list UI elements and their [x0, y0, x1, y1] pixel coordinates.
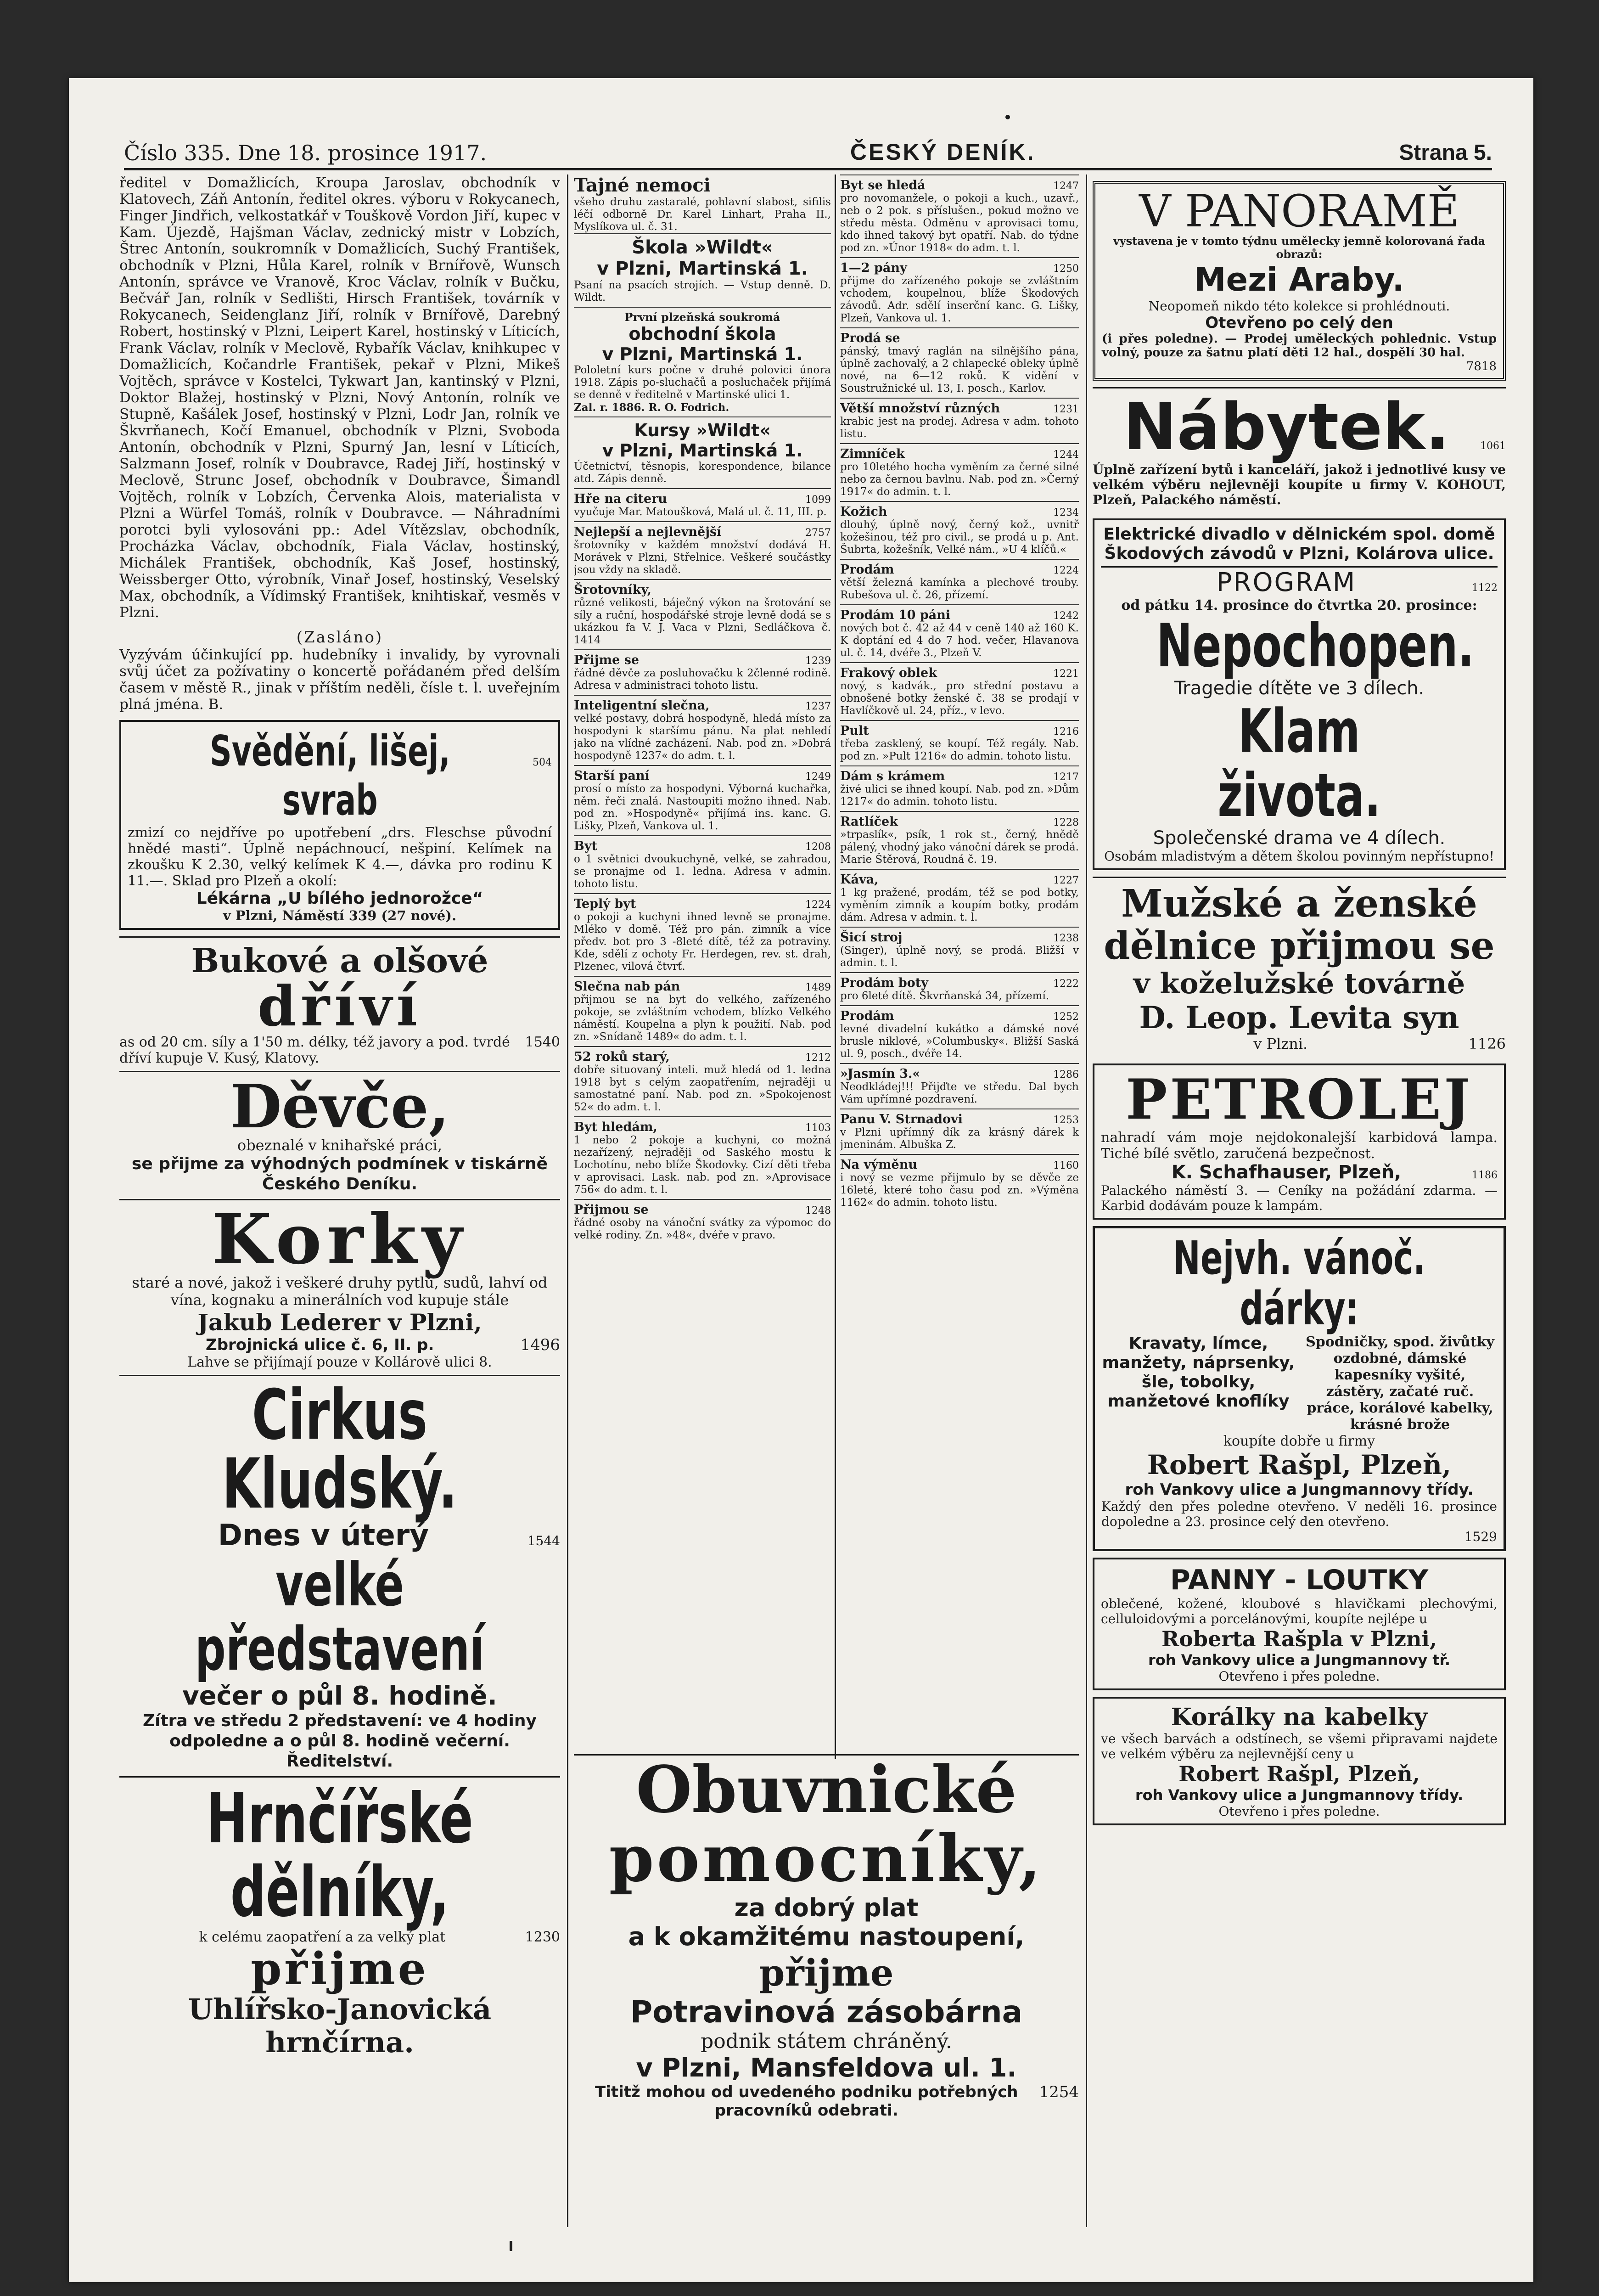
classified-ad-text: o 1 světnici dvoukuchyně, velké, se zahradou, se pronajme od 1. ledna. Adresa v admin. tohoto listu.: [574, 853, 831, 890]
classified-ad-text: šrotovníky v každém množství dodává H. Morávek v Plzni, Střelnice. Veškeré součástky jsou vždy na skladě.: [574, 539, 831, 576]
classified-ad-title: Byt hledám,: [574, 1120, 657, 1134]
classified-ad-title: Kožich: [840, 505, 887, 519]
ad-circus-tomorrow: Zítra ve středu 2 představení: ve 4 hodiny odpoledne a o půl 8. hodině večerní. Ředitelství.: [143, 1711, 537, 1771]
classified-ad-text: třeba zasklený, se koupí. Též regály. Nab. pod zn. »Pult 1216« do admin. tohoto listu.: [840, 738, 1079, 762]
classified-ad-title: 52 roků starý,: [574, 1050, 670, 1064]
ad-ointment: [119, 720, 560, 930]
ad-ointment-address: v Plzni, Náměstí 339 (27 nové).: [223, 908, 457, 923]
classified-ad-title: Dám s krámem: [840, 769, 945, 783]
classified-ad-text: levné divadelní kukátko a dámské nové brusle niklové, »Columbusky«. Bližší Saská ul. 9, posch., dvéře 14.: [840, 1023, 1079, 1060]
classified-ad: [840, 559, 1079, 604]
ad-shoemakers-sub: podnik státem chráněný.: [701, 2030, 952, 2053]
ad-number: 1242: [1053, 610, 1079, 622]
classified-ad-title: Hře na citeru: [574, 492, 668, 506]
ad-number: 1286: [1053, 1069, 1079, 1080]
ad-potters-title: Hrnčířské dělníky,: [206, 1779, 473, 1932]
ad-circus-day: Dnes v úterý: [218, 1519, 429, 1553]
classified-ad-title: Káva,: [840, 872, 879, 887]
classified-ad: [840, 1154, 1079, 1212]
classified-ad: [840, 662, 1079, 720]
classified-ad-text: prosí o místo za hospodyni. Výborná kuchařka, něm. řeči znalá. Nastoupiti možno ihned. Nab. pod zn. »Hospodyně« přijímá ins. kanc. G. Lišky, Plzeň, Vankova ul. 1.: [574, 783, 831, 832]
classified-ad-title: Prodám boty: [840, 976, 928, 990]
ad-corks: [119, 1199, 560, 1375]
classified-ad-title: Panu V. Strnadovi: [840, 1112, 963, 1126]
ad-number: 1061: [1480, 440, 1506, 452]
classified-ad: [840, 1109, 1079, 1154]
ad-number: 1222: [1053, 978, 1079, 990]
ad-tannery-l4: D. Leop. Levita syn: [1139, 1000, 1459, 1035]
classified-ads-col3: [840, 174, 1079, 1212]
classified-ad-title: Prodám 10 páni: [840, 608, 951, 622]
classified-ad-title: Šicí stroj: [840, 930, 903, 945]
ad-petroleum: [1093, 1064, 1506, 1220]
classified-ad: [574, 976, 831, 1046]
classified-ad-title: Na výměnu: [840, 1158, 917, 1172]
classified-ad-text: velké postavy, dobrá hospodyně, hledá místo za hospodyni k staršímu pánu. Na plat nehledí jako na vlídné zacházení. Nab. pod zn. »Dobrá hospodyně 1237« do adm. t. l.: [574, 713, 831, 762]
column-4: [1093, 174, 1506, 2227]
ad-number: 1247: [1053, 180, 1079, 192]
classified-ad-title: Teplý byt: [574, 897, 636, 911]
classified-ad-title: Slečna nab pán: [574, 979, 680, 994]
ad-petroleum-name: K. Schafhauser, Plzeň,: [1171, 1162, 1402, 1183]
ad-number: 1239: [805, 655, 831, 667]
ad-cinema-program: PROGRAM: [1216, 568, 1357, 597]
ad-cinema-title: Elektrické divadlo v dělnickém spol. domě Škodových závodů v Plzni, Kolárova ulice.: [1103, 525, 1495, 563]
ad-number: 1248: [805, 1205, 831, 1216]
ad-gifts-line2: Každý den přes poledne otevřeno. V neděli 16. prosince dopoledne a 23. prosince celý den otevřeno.: [1101, 1499, 1497, 1529]
classified-ad-title: Inteligentní slečna,: [574, 698, 710, 713]
ad-girl-text: obeznalé v knihařské práci,: [237, 1137, 443, 1154]
ad-panorama-text: (i přes poledne). — Prodej uměleckých pohlednic. Vstup volný, pouze za šatnu platí děti 12 hal., dospělí 30 hal.: [1102, 332, 1497, 360]
ad-number: 1122: [1472, 582, 1498, 594]
ad-number: 1160: [1053, 1160, 1079, 1171]
column-3: [840, 174, 1079, 1754]
ad-tannery-l3: v koželužské továrně: [1133, 967, 1465, 1000]
column-rule: [835, 174, 836, 1759]
ad-dolls-title: PANNY - LOUTKY: [1170, 1564, 1429, 1596]
ad-number: 1230: [525, 1929, 560, 1945]
ad-dolls: [1093, 1558, 1506, 1690]
ad-cinema-film2-sub: Společenské drama ve 4 dílech.: [1153, 827, 1446, 849]
school-text: Psaní na psacích strojích. — Vstup denně. D. Wildt.: [574, 279, 831, 304]
ad-number: 1489: [805, 982, 831, 993]
classified-ad-text: 1 nebo 2 pokoje a kuchyni, co možná nezařízený, nejraději od Saského mostu k Lochotínu, nebo blíže Škodovky. Cizí děti třeba v aprovisaci. Lask. nab. pod zn. »Aprovisace 756« do adm. t. l.: [574, 1134, 831, 1196]
classified-ad: [574, 579, 831, 649]
classified-ad-text: vyučuje Mar. Matoušková, Malá ul. č. 11, III. p.: [574, 506, 827, 518]
classified-ad-text: živé ulici se ihned koupí. Nab. pod zn. »Dům 1217« do admin. tohoto listu.: [840, 783, 1079, 808]
page-number: Strana 5.: [1399, 141, 1492, 165]
ad-beads-address: roh Vankovy ulice a Jungmannovy třídy.: [1135, 1786, 1464, 1804]
classified-ad-title: Zimníček: [840, 447, 905, 461]
ad-gifts-address: roh Vankovy ulice a Jungmannovy třídy.: [1125, 1480, 1474, 1499]
courses-address: v Plzni, Martinská 1.: [602, 440, 803, 461]
ad-panorama-hours: Otevřeno po celý den: [1205, 314, 1393, 332]
ad-cinema-film1: Nepochopen.: [1156, 611, 1475, 681]
ad-ointment-text: zmizí co nejdříve po upotřebení „drs. Fleschse původní hnědé masti“. Úplně nepáchnoucí, nešpiní. Kelímek na zkoušku K 2.30, velký kelímek K 4.—, dávka pro rodinu K 11.—. Sklad pro Plzeň a okolí:: [128, 825, 552, 889]
ad-tannery: [1093, 877, 1506, 1057]
ad-shoemakers-hire: přijme: [759, 1951, 894, 1994]
classified-ad-text: nových bot č. 42 až 44 v ceně 140 až 160 K. K doptání ed 4 do 7 hod. večer, Hlavanova ul. č. 14, dvéře 3., Plzeň V.: [840, 622, 1079, 659]
classified-ad: [840, 501, 1079, 559]
ad-shoemakers-address: v Plzni, Mansfeldova ul. 1.: [636, 2053, 1017, 2083]
ad-beads-line2: Otevřeno i přes poledne.: [1218, 1804, 1380, 1819]
ad-number: 1224: [805, 899, 831, 911]
ad-corks-title: Korky: [212, 1199, 468, 1280]
ad-petroleum-title: PETROLEJ: [1126, 1067, 1473, 1132]
zaslano-heading: (Zasláno): [296, 628, 383, 647]
ad-girl-bold: se přijme za výhodných podmínek v tiskárně Českého Deníku.: [131, 1154, 548, 1193]
classified-ad-text: řádné osoby na vánoční svátky za výpomoc do velké rodiny. Zn. »48«, dvéře v pravo.: [574, 1217, 831, 1241]
classified-ad: [574, 1199, 831, 1244]
ad-gifts: [1093, 1226, 1506, 1551]
classified-ad: [840, 398, 1079, 443]
ad-panorama-title: V PANORAMĚ: [1139, 186, 1459, 237]
classified-ad-text: dobře situovaný inteli. muž hledá od 1. ledna 1918 byt s celým zaopatřením, nejraději u samostatné paní. Nab. pod zn. »Spokojenost 52« do adm. t. l.: [574, 1064, 831, 1113]
ad-furniture: [1093, 387, 1506, 512]
ad-ointment-store: Lékárna „U bílého jednorožce“: [196, 889, 483, 908]
ad-corks-text: staré a nové, jakož i veškeré druhy pytlů, sudů, lahví od vína, kognaku a minerálních vod kupuje stále: [132, 1274, 548, 1309]
ad-number: 1540: [525, 1034, 560, 1050]
classified-ad: [840, 972, 1079, 1005]
classified-ad-text: větší železná kamínka a plechové trouby. Rubešova ul. č. 26, přízemí.: [840, 577, 1079, 601]
ad-panorama: [1093, 181, 1506, 381]
classified-ad: [840, 811, 1079, 869]
business-school-sign: Zal. r. 1886. R. O. Fodrich.: [574, 401, 729, 414]
classified-ad-title: Větší množství různých: [840, 401, 1000, 416]
ad-title: Tajné nemoci: [574, 174, 711, 196]
ad-shoemakers-note: Tititž mohou od uvedeného podniku potřebných pracovníků odebrati.: [595, 2083, 1018, 2120]
classified-ad-title: Prodám: [840, 1009, 894, 1023]
ad-circus-time: večer o půl 8. hodině.: [182, 1681, 497, 1711]
classified-ad-text: krabic jest na prodej. Adresa v adm. tohoto listu.: [840, 416, 1079, 440]
ad-firewood-text: as od 20 cm. síly a 1'50 m. délky, též javory a pod. tvrdé dříví kupuje V. Kusý, Klatovy.: [119, 1034, 510, 1066]
courses-title: Kursy »Wildt«: [634, 420, 771, 440]
classified-ad-text: řádné děvče za posluhovačku k 2členné rodině. Adresa v administraci tohoto listu.: [574, 667, 831, 692]
classified-ad: [574, 1046, 831, 1116]
ad-beads-text: ve všech barvách a odstínech, se všemi připravami najdete ve velkém výběru za nejlevnější ceny u: [1101, 1731, 1498, 1761]
ad-furniture-title: Nábytek.: [1123, 390, 1450, 465]
classified-ad: [574, 1116, 831, 1199]
ad-panorama-show: Mezi Araby.: [1194, 261, 1405, 298]
classified-ad-title: Ratlíček: [840, 815, 898, 829]
ad-petroleum-address: Palackého náměstí 3. — Ceníky na požádání zdarma. — Karbid dodávám pouze k lampám.: [1101, 1183, 1498, 1213]
zaslano-text: Vyzývám účinkující pp. hudebníky i invalidy, by vyrovnali svůj účet za požívatiny o koncertě pořádaném před delším časem v městě R., jinak v příštím neděli, čísle t. l. uveřejním plná jména. B.: [119, 647, 560, 713]
classified-ad: [574, 521, 831, 579]
ad-shoemakers-pay: za dobrý plat: [734, 1893, 919, 1922]
classified-ad: [574, 893, 831, 976]
ad-number: 1231: [1053, 404, 1079, 415]
classified-ad-text: nový, s kadvák., pro střední postavu a obnošené botky ženské č. 38 se prodají v Havlíčkově ul. 24, příz., v levo.: [840, 680, 1079, 717]
ad-dolls-text: oblečené, kožené, kloubové s hlavičkami plechovými, celluloidovými a porcelánovými, koupíte nejlépe u: [1101, 1596, 1498, 1626]
ad-cinema-note: Osobám mladistvým a dětem školou povinným nepřístupno!: [1104, 849, 1494, 864]
column-rule: [567, 174, 568, 2227]
ad-potters-firm: Uhlířsko-Janovická hrnčírna.: [188, 1992, 492, 2059]
ad-cinema-film2: Klam života.: [1217, 696, 1381, 830]
ad-beads-name: Robert Rašpl, Plzeň,: [1178, 1761, 1420, 1786]
ad-potters-hire: přijme: [251, 1943, 429, 1995]
classified-ad-text: (Singer), úplně nový, se prodá. Bližší v admin. t. l.: [840, 945, 1079, 969]
ad-potters: [119, 1776, 560, 2064]
ad-firewood-word: dříví: [257, 974, 422, 1039]
classified-ad-title: Přijme se: [574, 653, 640, 667]
ad-dolls-address: roh Vankovy ulice a Jungmannovy tř.: [1148, 1651, 1450, 1669]
ad-girl-title: Děvče,: [230, 1071, 450, 1142]
ad-number: 1103: [805, 1122, 831, 1134]
ad-corks-name: Jakub Lederer v Plzni,: [197, 1309, 482, 1336]
ad-shoemakers-title2: pomocníky,: [609, 1821, 1044, 1896]
ad-number: 1244: [1053, 449, 1079, 461]
classified-ad: [840, 257, 1079, 327]
classified-ad-text: přijme do zařízeného pokoje se zvláštním vchodem, koupelnou, blíže Škodových závodů. Adr. sdělí inserční kanc. G. Lišky, Plzeň, Vankova ul. 1.: [840, 275, 1079, 324]
ad-tannery-l1: Mužské a ženské: [1121, 882, 1477, 926]
ad-shoemakers: [574, 1754, 1079, 2227]
classified-ad-text: 1 kg pražené, prodám, též se pod botky, vyměním zimník a koupím botky, prodám dám. Adresa v admin. t. l.: [840, 887, 1079, 923]
ad-gifts-title: Nejvh. vánoč. dárky:: [1173, 1231, 1426, 1335]
ad-tannery-l2: dělnice přijmou se: [1104, 924, 1495, 968]
classified-ad-text: v Plzni upřímný dík za krásný dárek k jmeninám. Albuška Z.: [840, 1126, 1079, 1151]
ad-number: 1529: [1464, 1529, 1497, 1544]
classified-ad: [574, 835, 831, 893]
classified-ad: [840, 720, 1079, 765]
school-title: Škola »Wildt«: [632, 237, 773, 258]
ad-shoemakers-start: a k okamžitému nastoupení,: [628, 1922, 1025, 1951]
classified-ad: [840, 927, 1079, 972]
ad-number: 1228: [1053, 817, 1079, 828]
ad-panorama-line1: vystavena je v tomto týdnu umělecky jemně kolorovaná řada obrazů:: [1113, 234, 1486, 261]
ad-firewood: [119, 936, 560, 1071]
ad-number: 1252: [1053, 1011, 1079, 1023]
ad-number: 1216: [1053, 726, 1079, 737]
ad-number: 7818: [1466, 360, 1497, 373]
registration-mark: [1005, 115, 1010, 119]
classified-ad: [840, 174, 1079, 257]
business-school-pre: První plzeňská soukromá: [624, 310, 780, 324]
classified-ad-title: 1—2 pány: [840, 261, 907, 275]
ad-number: 1250: [1053, 263, 1079, 275]
classified-ad-title: Pult: [840, 724, 869, 738]
issue-info: Číslo 335. Dne 18. prosince 1917.: [124, 141, 487, 165]
classified-ads-col2: [574, 488, 831, 1244]
ad-corks-note: Lahve se přijímají pouze v Kollárově ulici 8.: [187, 1354, 492, 1370]
ad-beads: [1093, 1697, 1506, 1825]
ad-gifts-right: Spodničky, spod. živůtky ozdobné, dámské kapesníky vyšité, zástěry, začaté ruč. práce, korálové kabelky, krásné brože: [1306, 1334, 1494, 1433]
ad-number: 1224: [1053, 565, 1079, 576]
classified-ad-text: pro novomanžele, o pokoji a kuch., uzavř., neb o 2 pok. s příslušen., pokud možno ve středu města. Odměnu v aprovisaci tomu, kdo ihned takový byt opatří. Nab. do týdne pod zn. »Únor 1918« do adm. t. l.: [840, 192, 1079, 254]
ad-circus-show: velké představení: [195, 1550, 485, 1684]
registration-mark: [510, 2241, 512, 2251]
ad-number: 1186: [1472, 1170, 1498, 1181]
ad-number: 504: [533, 757, 552, 768]
ad-dolls-line2: Otevřeno i přes poledne.: [1218, 1669, 1380, 1684]
classified-ad: [840, 1063, 1079, 1109]
classified-ad: [840, 327, 1079, 398]
business-school-title: obchodní škola: [628, 324, 776, 344]
juror-list: ředitel v Domažlicích, Kroupa Jaroslav, obchodník v Klatovech, Záň Antonín, ředitel okres. výboru v Rokycanech, Finger Jindřich, velkostatkář v Touškově Vordon Jiří, kupec v Kam. Újezdě, Hajšman Václav, zednický mistr v Lobzích, Štrec Antonín, soukromník v Domažlicích, Suchý František, obchodník v Plzni, Hůla Karel, rolník v Brnířově, Wunsch Antonín, správce ve Vranově, Kroc Václav, rolník v Bučku, Bečvář Jan, rolník v Sedlišti, Hirsch František, továrník v Rokycanech, Seidenglanz Jiří, rolník v Brnířově, Darebný Robert, hostinský v Plzni, Leipert Karel, hostinský v Líticích, Frank Václav, rolník v Meclově, Rybařík Václav, knihkupec v Domažlicích, Kočandrle František, pekař v Plzni, Mikeš Vojtěch, správce v Kostelci, Tykwart Jan, kantinský v Plzni, Doktor Blažej, hostinský v Plzni, Nový Antonín, rolník ve Stupně, Kašálek Josef, hostinský v Plzni, Lodr Jan, rolník ve Škvrňanech, Kočí Emanuel, obchodník v Plzni, Svoboda Antonín, obchodník v Plzni, Spurný Jan, lesní v Líticích, Salzmann Josef, rolník v Doubravce, Radej Jiří, hostinský v Meclově, Strunc Josef, obchodník v Doubravce, Šimandl Vojtěch, rolník v Lobzích, Červenka Alois, materialista v Plzni a Würfel Tomáš, rolník v Doubravce. — Náhradními porotci byli vylosováni pp.: Adel Vítězslav, obchodník, Procházka Václav, obchodník, Fiala Václav, hostinský, Michálek František, obchodník, Kaš Josef, hostinský, Weissberger Otto, výrobník, Vinař Josef, hostinský, Veselský Max, obchodník, a Vídimský František, knihtiskař, vesměs v Plzni.: [119, 174, 560, 621]
classified-ad-text: různé velikosti, báječný výkon na šrotování se síly a ruční, hospodářské stroje levně dodá se s ukázkou fa V. J. Vaca v Plzni, Sedláčkova č. 1414: [574, 597, 831, 646]
ad-cinema-date: od pátku 14. prosince do čtvrtka 20. prosince:: [1121, 597, 1477, 613]
ad-number: 1544: [527, 1533, 560, 1548]
classified-ad: [840, 604, 1079, 662]
ad-circus: [119, 1375, 560, 1776]
classified-ad: [574, 765, 831, 835]
classified-ad: [840, 443, 1079, 501]
ad-number: 1212: [805, 1052, 831, 1064]
ad-beads-title: Korálky na kabelky: [1171, 1703, 1428, 1731]
ad-number: 1208: [805, 841, 831, 853]
ad-number: 1249: [805, 771, 831, 782]
ad-tannery-l5: v Plzni.: [1253, 1035, 1308, 1052]
classified-ad-text: pro 6leté dítě. Škvrňanská 34, přízemí.: [840, 990, 1049, 1002]
ad-gifts-line1: koupíte dobře u firmy: [1223, 1433, 1375, 1449]
ad-potters-text: k celému zaopatření a za velký plat: [199, 1929, 446, 1945]
ad-number: 1227: [1053, 875, 1079, 886]
ad-number: 1254: [1039, 2083, 1079, 2101]
ad-gifts-name: Robert Rašpl, Plzeň,: [1147, 1449, 1452, 1480]
business-school-address: v Plzni, Martinská 1.: [602, 344, 803, 364]
ad-shoemakers-firm: Potravinová zásobárna: [630, 1994, 1023, 2030]
ad-number: 1234: [1053, 507, 1079, 518]
ad-text: všeho druhu zastaralé, pohlavní slabost, sifilis léčí odborně Dr. Karel Linhart, Praha II., Myslíkova ul. č. 31.: [574, 196, 831, 233]
classified-ad-title: Přijmou se: [574, 1203, 649, 1217]
ad-gifts-left: Kravaty, límce, manžety, náprsenky, šle, tobolky, manžetové knoflíky: [1102, 1334, 1295, 1411]
ad-circus-title: Cirkus Kludský.: [222, 1375, 458, 1524]
newspaper-page: [69, 78, 1533, 2282]
ad-firewood-title: Bukové a olšové: [191, 941, 488, 980]
ad-number: 1099: [805, 494, 831, 506]
ad-number: 1496: [520, 1336, 560, 1354]
classified-ad-text: »trpaslík«, psík, 1 rok st., černý, hnědě pálený, vhodný jako vánoční dárek se prodá. Marie Štěrová, Roudná č. 19.: [840, 829, 1079, 866]
ad-girl: [119, 1071, 560, 1199]
ad-shoemakers-title: Obuvnické: [636, 1754, 1017, 1828]
business-school-text: Pololetní kurs počne v druhé polovici února 1918. Zápis po-sluchačů a posluchaček přijímá se denně v ředitelně v Martinské ulici 1.: [574, 364, 831, 401]
column-1: [119, 174, 560, 2227]
classified-ad-text: o pokoji a kuchyni ihned levně se pronajme. Mléko v domě. Též pro pán. zimník a více předv. bot pro 3 -8leté dítě, též za potraviny. Kde, sdělí z ochoty Fr. Herdegen, rev. st. drah, Plzenec, vilová čtvrť.: [574, 911, 831, 973]
classified-ad-title: Byt: [574, 839, 597, 853]
ad-number: 1126: [1468, 1035, 1506, 1052]
classified-ad-title: Byt se hledá: [840, 178, 926, 192]
ad-cinema-film1-sub: Tragedie dítěte ve 3 dílech.: [1174, 678, 1425, 699]
classified-ad-text: i nový se vezme přijmulo by se děvče ze 16leté, které toho času pod zn. »Výměna 1162« do admin. tohoto listu.: [840, 1172, 1079, 1209]
classified-ad: [574, 695, 831, 765]
classified-ad: [840, 765, 1079, 811]
ad-panorama-line3: Neopomeň nikdo této kolekce si prohlédnouti.: [1148, 298, 1450, 314]
ad-number: 1238: [1053, 933, 1079, 944]
ad-number: 1253: [1053, 1114, 1079, 1126]
masthead: ČESKÝ DENÍK.: [850, 139, 1036, 165]
ad-number: 2757: [805, 527, 831, 539]
classified-ad-text: pro 10letého hocha vyměním za černé silné nebo za černou bavlnu. Nab. pod zn. »Černý 1917« do admin. t. l.: [840, 461, 1079, 498]
ad-ointment-title: Svědění, lišej, svrab: [210, 726, 450, 825]
ad-dolls-name: Roberta Rašpla v Plzni,: [1161, 1626, 1437, 1651]
ad-furniture-text: Úplně zařízení bytů i kanceláří, jakož i jednotlivé kusy ve velkém výběru nejlevněji koupíte u firmy V. KOHOUT, Plzeň, Palackého náměstí.: [1093, 462, 1506, 507]
classified-ad-text: pánský, tmavý raglán na silnějšího pána, úplně zachovalý, a 2 chlapecké obleky úplně nové, na 6—12 roků. K vidění v Soustružnické ul. 13, I. posch., Karlov.: [840, 345, 1079, 394]
classified-ad-title: Šrotovníky,: [574, 583, 652, 597]
ad-number: 1217: [1053, 771, 1079, 783]
classified-ad-title: Nejlepší a nejlevnější: [574, 525, 722, 539]
classified-ad-text: přijmou se na byt do velkého, zařízeného pokoje, se zvláštním vchodem, blízko Velkého náměstí. Koupelna a plyn k použití. Nab. pod zn. »Snídaně 1489« do adm. t. l.: [574, 994, 831, 1043]
ad-number: 1237: [805, 701, 831, 712]
page-header: [124, 129, 1492, 170]
classified-ad-title: Prodám: [840, 563, 894, 577]
ad-corks-address: Zbrojnická ulice č. 6, II. p.: [206, 1336, 434, 1354]
ad-number: 1221: [1053, 668, 1079, 680]
classified-ad-text: Neodkládej!!! Přijďte ve středu. Dal bych Vám upřímné pozdravení.: [840, 1081, 1079, 1105]
courses-text: Účetnictví, těsnopis, korespondence, bilance atd. Zápis denně.: [574, 461, 831, 485]
classified-ad-title: Frakový oblek: [840, 666, 937, 680]
classified-ad: [840, 869, 1079, 927]
classified-ad: [574, 488, 831, 521]
ad-petroleum-text: nahradí vám moje nejdokonalejší karbidová lampa. Tiché bílé světlo, zaručená bezpečnost.: [1101, 1130, 1498, 1162]
classified-ad-title: Starší paní: [574, 769, 650, 783]
classified-ad-title: »Jasmín 3.«: [840, 1067, 920, 1081]
classified-ad-title: Prodá se: [840, 331, 900, 345]
school-address: v Plzni, Martinská 1.: [597, 258, 808, 279]
column-rule: [1086, 174, 1087, 2227]
ad-cinema: [1093, 518, 1506, 870]
classified-ad-text: dlouhý, úplně nový, černý kož., uvnitř kožešinou, též pro civil., se prodá u p. Ant. Šubrta, kožešník, Velké nám., »U 4 klíčů.«: [840, 519, 1079, 556]
column-2: [574, 174, 831, 1754]
classified-ad: [840, 1005, 1079, 1063]
classified-ad: [574, 649, 831, 695]
